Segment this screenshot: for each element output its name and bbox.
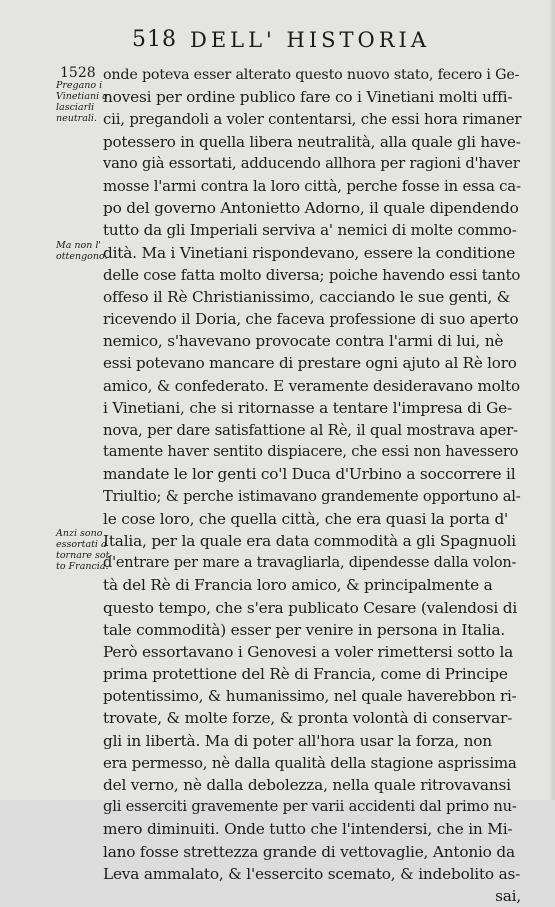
text-line: ricevendo il Doria, che faceva professione di suo aperto xyxy=(103,310,519,329)
margin-note-line: Ma non l' xyxy=(56,240,102,251)
text-line: Triultio; & perche istimavano grandemente opportuno al- xyxy=(103,487,521,505)
text-line: mero diminuiti. Onde tutto che l'intendersi, che in Mi- xyxy=(103,820,513,839)
text-line: Però essortavano i Genovesi a voler rimettersi sotto la xyxy=(103,642,514,661)
text-line: questo tempo, che s'era publicato Cesare (valendosi di xyxy=(103,598,518,617)
text-line: tamente haver sentito dispiacere, che essi non havessero xyxy=(103,443,519,461)
body-text xyxy=(103,64,521,907)
margin-note-line: essortati a xyxy=(56,539,107,550)
text-line: era permesso, nè dalla qualità della stagione asprissima xyxy=(103,753,517,772)
text-line: tà del Rè di Francia loro amico, & principalmente a xyxy=(103,576,493,595)
text-line: delle cose fatta molto diversa; poiche havendo essi tanto xyxy=(103,265,521,284)
text-line: del verno, nè dalla debolezza, nella quale ritrovavansi xyxy=(103,776,511,794)
page-number: 518 xyxy=(132,27,177,52)
text-line: tutto da gli Imperiali serviva a' nemici di molte commo- xyxy=(103,221,517,240)
text-line: i Vinetiani, che si ritornasse a tentare l'impresa di Ge- xyxy=(103,398,512,417)
text-line: onde poteva esser alterato questo nuovo stato, fecero i Ge- xyxy=(103,67,520,83)
text-line: mandate le lor genti co'l Duca d'Urbino a soccorrere il xyxy=(103,465,516,484)
text-line: potessero in quella libera neutralità, alla quale gli have- xyxy=(103,132,521,151)
text-line: vano già essortati, adducendo allhora per ragioni d'haver xyxy=(103,154,520,172)
margin-note xyxy=(56,80,108,124)
margin-note xyxy=(56,240,108,262)
text-line: le cose loro, che quella città, che era quasi la porta d' xyxy=(103,509,509,528)
text-line: novesi per ordine publico fare co i Vinetiani molti uffi- xyxy=(103,88,513,107)
margin-note-line: tornare sot- xyxy=(56,550,113,561)
text-line: trovate, & molte forze, & pronta volontà di conservar- xyxy=(103,709,513,728)
margin-note-line: Vinetiani a xyxy=(56,91,108,102)
margin-note-line: lasciarli xyxy=(56,102,95,113)
text-line: nemico, s'havevano provocate contra l'armi di lui, nè xyxy=(103,332,504,351)
text-line: Leva ammalato, & l'essercito scemato, & indebolito as- xyxy=(103,864,521,883)
text-line: prima protettione del Rè di Francia, come di Principe xyxy=(103,665,508,684)
text-line: tale commodità) esser per venire in persona in Italia. xyxy=(103,620,506,639)
text-line: d'entrare per mare a travagliarla, dipendesse dalla volon- xyxy=(103,555,517,572)
text-line: nova, per dare satisfattione al Rè, il qual mostrava aper- xyxy=(103,421,518,439)
page-edge-shadow xyxy=(549,0,555,800)
margin-note-line: to Francia. xyxy=(56,561,109,572)
margin-year: 1528 xyxy=(60,65,96,81)
text-line: dità. Ma i Vinetiani rispondevano, essere la conditione xyxy=(103,243,516,262)
text-line: po del governo Antonietto Adorno, il quale dipendendo xyxy=(103,199,519,218)
text-line-final: sai, xyxy=(495,886,521,905)
text-line: essi potevano mancare di prestare ogni ajuto al Rè loro xyxy=(103,354,517,373)
text-line: cii, pregandoli a voler contentarsi, che essi hora rimaner xyxy=(103,110,522,129)
text-line: Italia, per la quale era data commodità a gli Spagnuoli xyxy=(103,531,516,550)
running-title: DELL' HISTORIA xyxy=(190,28,430,52)
margin-note-line: Anzi sono xyxy=(56,528,103,539)
text-line: gli in libertà. Ma di poter all'hora usar la forza, non xyxy=(103,731,492,750)
text-line: potentissimo, & humanissimo, nel quale haverebbon ri- xyxy=(103,687,517,706)
margin-note-line: neutrali. xyxy=(56,113,97,124)
margin-note-line: ottengono. xyxy=(56,251,108,262)
text-line: mosse l'armi contra la loro città, perche fosse in essa ca- xyxy=(103,176,521,195)
text-line: offeso il Rè Christianissimo, cacciando le sue genti, & xyxy=(103,287,511,306)
text-line: amico, & confederato. E veramente desideravano molto xyxy=(103,376,520,395)
text-line: lano fosse strettezza grande di vettovaglie, Antonio da xyxy=(103,842,515,861)
text-line: gli esserciti gravemente per varii accidenti dal primo nu- xyxy=(103,798,517,816)
margin-note-line: Pregano i xyxy=(56,80,103,91)
